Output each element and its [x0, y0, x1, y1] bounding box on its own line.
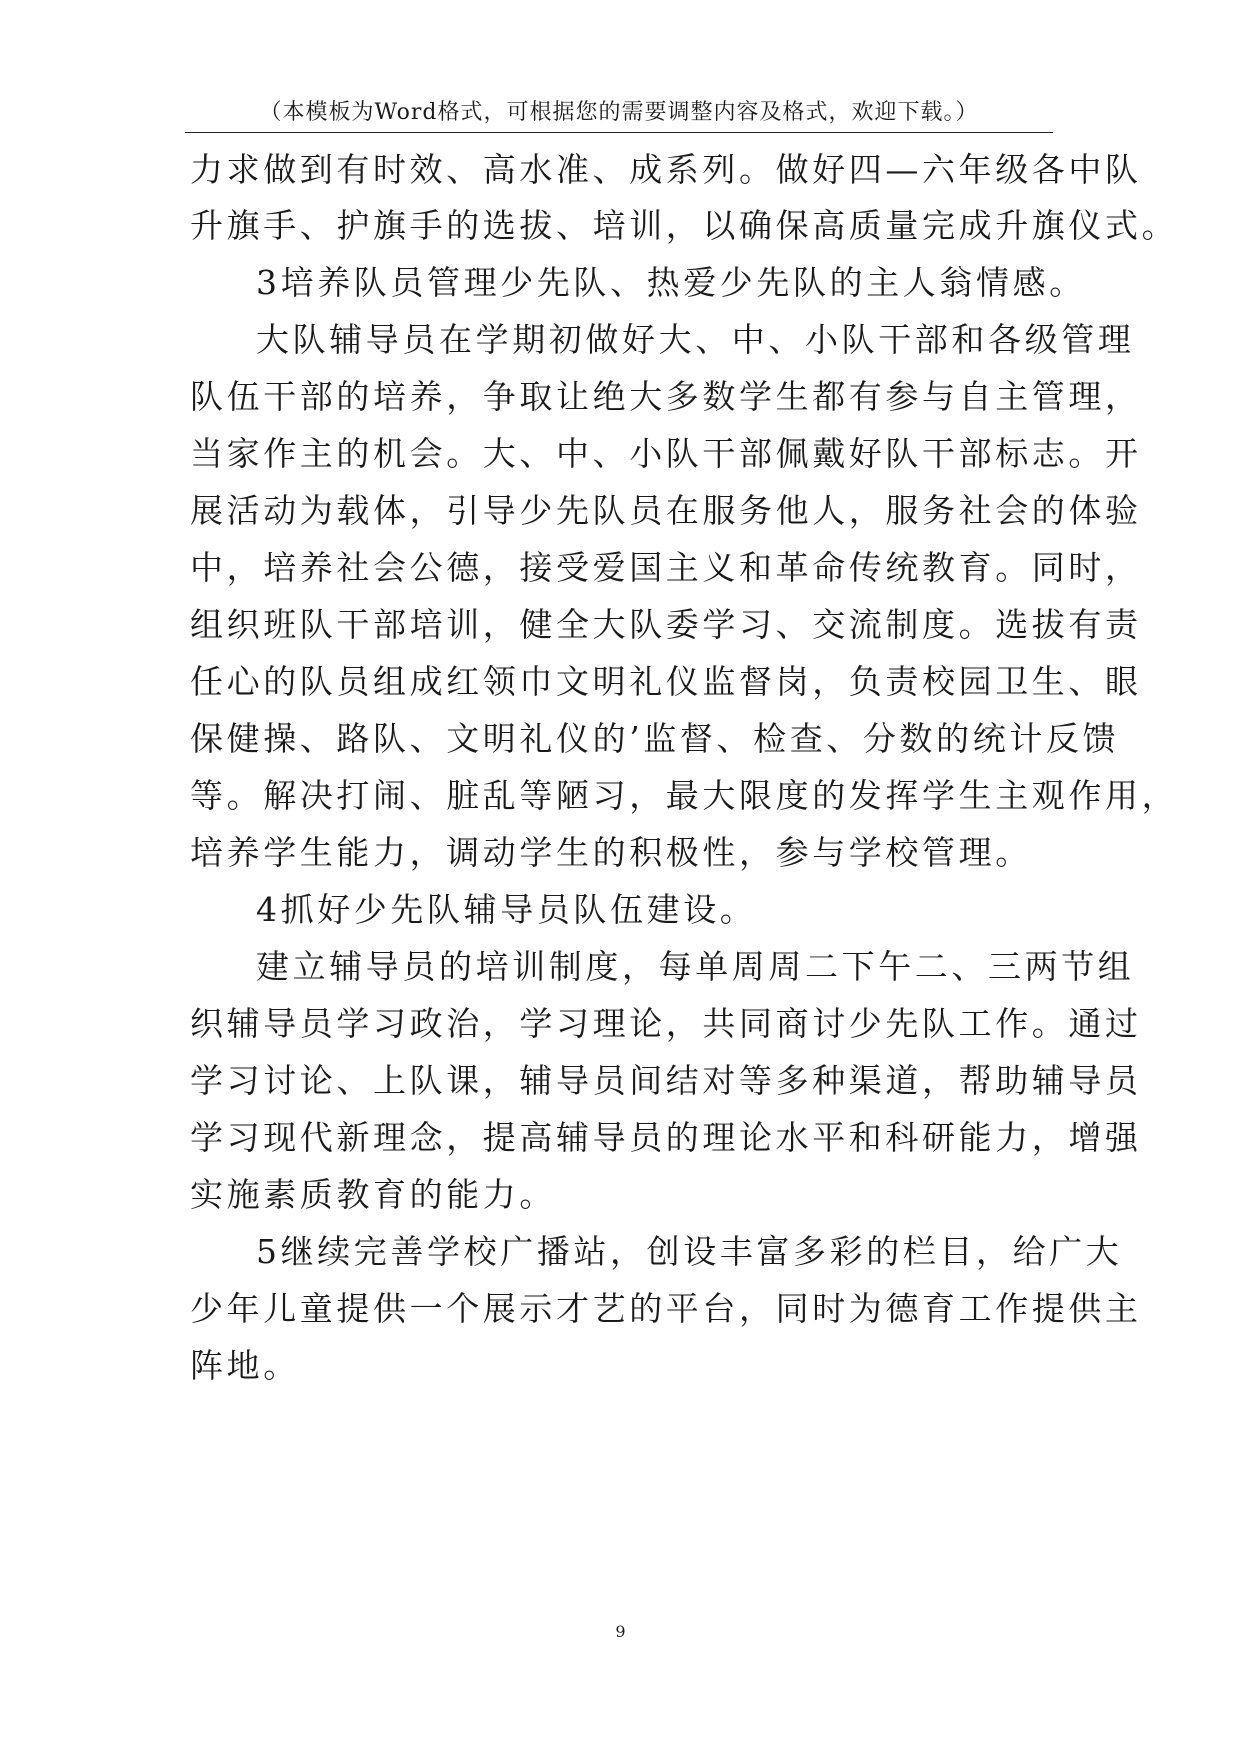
- text-line: 任心的队员组成红领巾文明礼仪监督岗，负责校园卫生、眼: [190, 662, 1142, 701]
- text-line: 实施素质教育的能力。: [190, 1175, 556, 1214]
- text-line: 织辅导员学习政治，学习理论，共同商讨少先队工作。通过: [190, 1004, 1142, 1043]
- text-line: 学习讨论、上队课，辅导员间结对等多种渠道，帮助辅导员: [190, 1061, 1142, 1100]
- text-line: 大队辅导员在学期初做好大、中、小队干部和各级管理: [256, 320, 1135, 359]
- text-line: 组织班队干部培训，健全大队委学习、交流制度。选拔有责: [190, 605, 1142, 644]
- text-line: 等。解决打闹、脏乱等陋习，最大限度的发挥学生主观作用，: [190, 776, 1179, 815]
- text-line: 保健操、路队、文明礼仪的’监督、检查、分数的统计反馈: [190, 719, 1120, 758]
- page-number: 9: [615, 1622, 626, 1641]
- text-line: 升旗手、护旗手的选拔、培训，以确保高质量完成升旗仪式。: [190, 206, 1179, 245]
- template-note: （本模板为Word格式，可根据您的需要调整内容及格式，欢迎下载。）: [259, 100, 979, 125]
- text-line: 3培养队员管理少先队、热爱少先队的主人翁情感。: [256, 263, 1086, 302]
- text-line: 学习现代新理念，提高辅导员的理论水平和科研能力，增强: [190, 1118, 1142, 1157]
- text-line: 5继续完善学校广播站，创设丰富多彩的栏目，给广大: [256, 1232, 1123, 1271]
- text-line: 建立辅导员的培训制度，每单周周二下午二、三两节组: [256, 947, 1135, 986]
- text-line: 4抓好少先队辅导员队伍建设。: [256, 890, 757, 929]
- text-line: 少年儿童提供一个展示才艺的平台，同时为德育工作提供主: [190, 1289, 1142, 1328]
- text-line: 培养学生能力，调动学生的积极性，参与学校管理。: [190, 833, 1032, 872]
- text-line: 队伍干部的培养，争取让绝大多数学生都有参与自主管理，: [190, 377, 1142, 416]
- text-line: 中，培养社会公德，接受爱国主义和革命传统教育。同时，: [190, 548, 1142, 587]
- text-line: 力求做到有时效、高水准、成系列。做好四—六年级各中队: [190, 150, 1142, 189]
- text-line: 当家作主的机会。大、中、小队干部佩戴好队干部标志。开: [190, 434, 1142, 473]
- header-divider: [185, 132, 1053, 133]
- text-line: 展活动为载体，引导少先队员在服务他人，服务社会的体验: [190, 491, 1142, 530]
- text-line: 阵地。: [190, 1346, 300, 1385]
